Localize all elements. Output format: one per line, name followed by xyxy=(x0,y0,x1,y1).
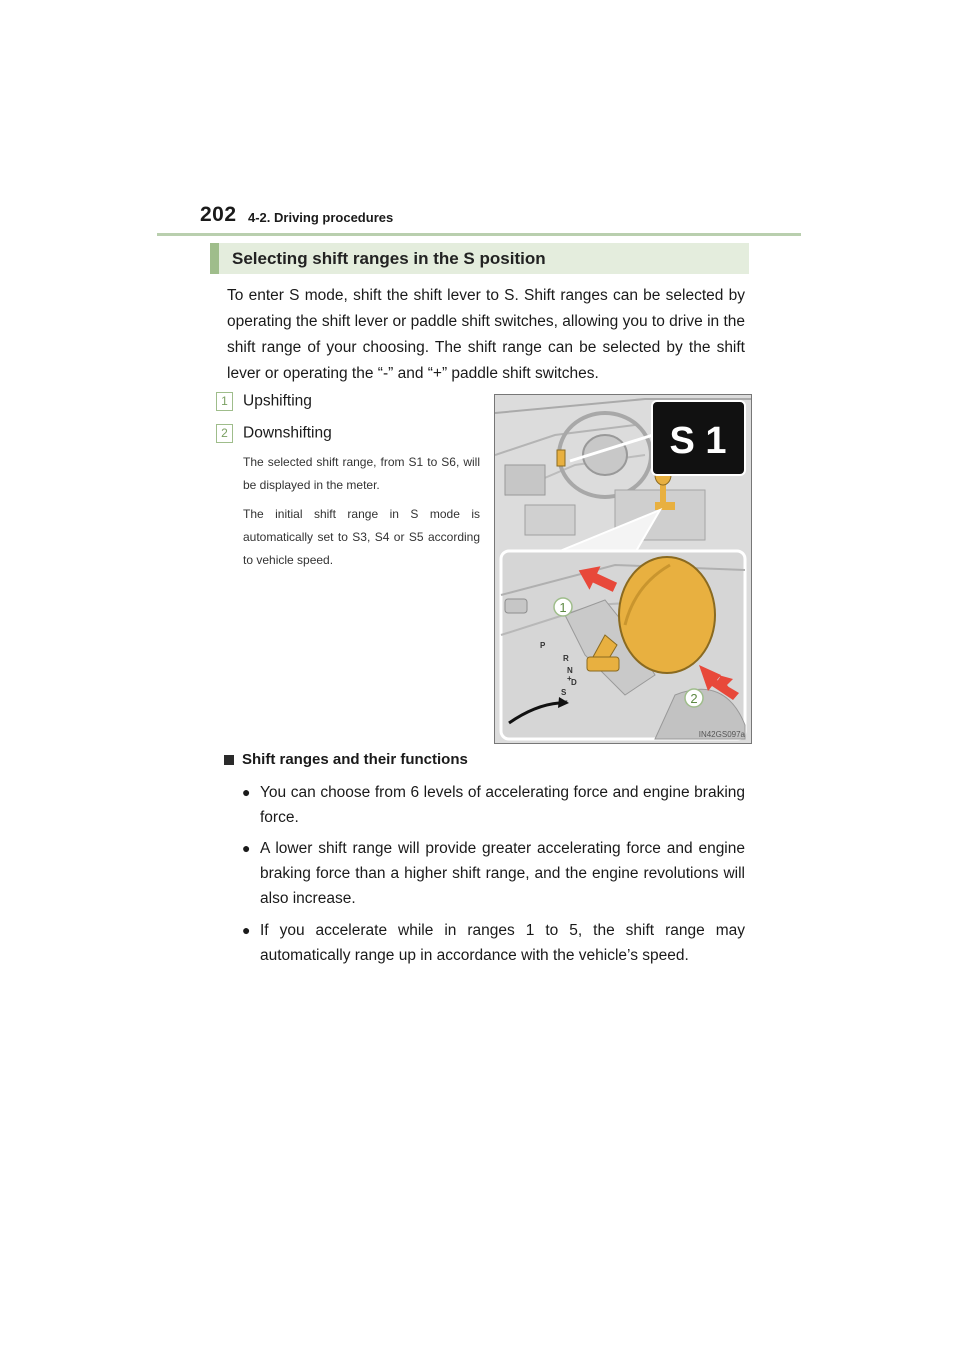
gate-label-d: D xyxy=(571,678,577,687)
bullet-text: A lower shift range will provide greater accelerating force and engine braking force than a higher shift range, and the engine revolutions will also increase. xyxy=(260,840,745,907)
gate-label-plus: + xyxy=(567,674,572,683)
step-label: Downshifting xyxy=(243,424,332,442)
page-number: 202 xyxy=(200,203,237,226)
note-display: The selected shift range, from S1 to S6, will be displayed in the meter. xyxy=(243,455,480,492)
square-bullet-icon xyxy=(224,755,234,765)
callout-1-text: 1 xyxy=(559,600,567,615)
shift-lever-illustration xyxy=(495,395,751,743)
functions-heading xyxy=(224,751,468,768)
intro-paragraph: To enter S mode, shift the shift lever to S. Shift ranges can be selected by operating the shift lever or paddle shift switches, allowing you to drive in the shift range of your choosing. The shift range can be selected by the shift lever or operating the “-” and “+” paddle shift switches. xyxy=(227,287,745,382)
section-heading-bar xyxy=(210,243,749,274)
figure-code: IN42GS097a xyxy=(698,730,745,739)
shift-lever-figure xyxy=(494,394,752,744)
bullet-text: If you accelerate while in ranges 1 to 5, the shift range may automatically range up in accordance with the vehicle’s speed. xyxy=(260,922,745,964)
note-initial-range: The initial shift range in S mode is automatically set to S3, S4 or S5 according to vehicle speed. xyxy=(243,507,480,567)
callout-2-text: 2 xyxy=(690,691,698,706)
section-title: Selecting shift ranges in the S position xyxy=(232,249,546,268)
step-number-2: 2 xyxy=(216,424,233,443)
step-downshifting xyxy=(216,424,332,443)
bullet-item xyxy=(242,836,745,911)
chapter-title: 4-2. Driving procedures xyxy=(248,210,394,225)
bullet-item xyxy=(242,780,745,830)
gate-label-n: N xyxy=(567,666,573,675)
gate-label-p: P xyxy=(540,641,546,650)
functions-heading-text: Shift ranges and their functions xyxy=(242,751,468,768)
bullet-item xyxy=(242,918,745,968)
gate-label-minus: - xyxy=(565,696,568,705)
step-number-1: 1 xyxy=(216,392,233,411)
bullet-dot-icon: ● xyxy=(242,784,251,800)
gate-label-r: R xyxy=(563,654,569,663)
header-rule xyxy=(157,233,801,236)
bullet-dot-icon: ● xyxy=(242,840,251,856)
gate-label-s: S xyxy=(561,688,567,697)
step-upshifting xyxy=(216,392,312,411)
step-label: Upshifting xyxy=(243,392,312,410)
bullet-dot-icon: ● xyxy=(242,922,251,938)
display-s1-text: S 1 xyxy=(669,420,727,462)
bullet-text: You can choose from 6 levels of accelerating force and engine braking force. xyxy=(260,784,745,826)
